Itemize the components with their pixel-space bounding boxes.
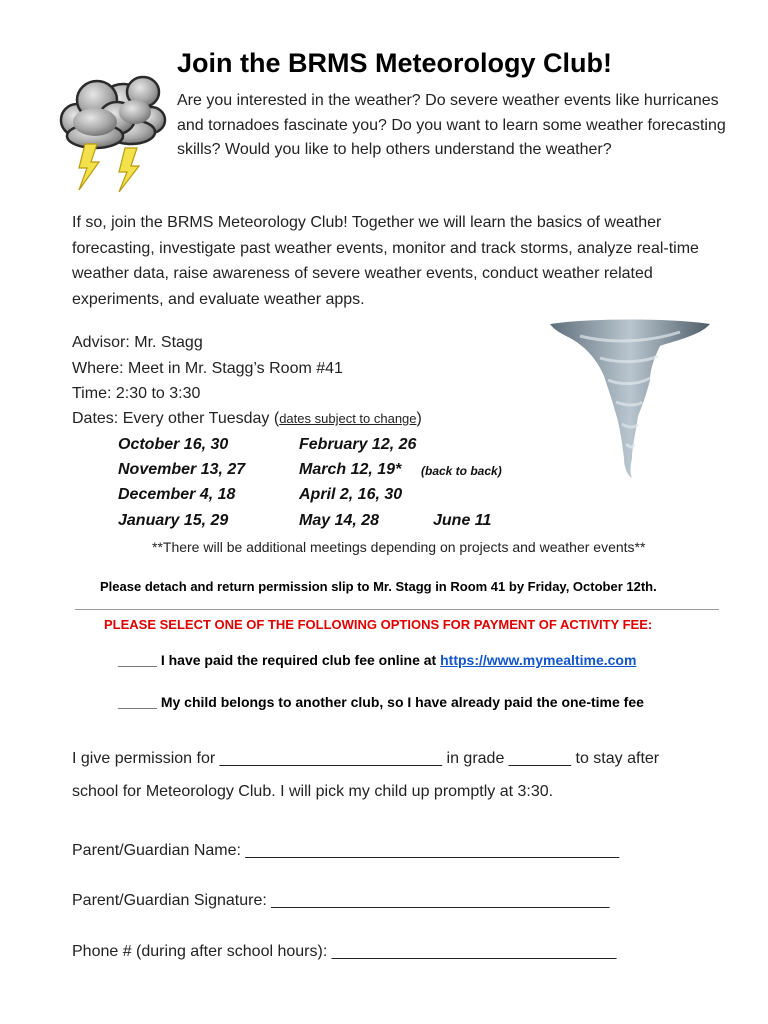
- date-april: April 2, 16, 30: [299, 486, 403, 503]
- payment-heading: PLEASE SELECT ONE OF THE FOLLOWING OPTIONS FOR PAYMENT OF ACTIVITY FEE:: [104, 617, 653, 632]
- date-november: November 13, 27: [118, 461, 246, 478]
- payment-option-online: [118, 652, 636, 668]
- guardian-name-field: Parent/Guardian Name: __________________________________________: [72, 842, 620, 859]
- detach-divider: [75, 609, 719, 610]
- advisor-line: Advisor: Mr. Stagg: [72, 334, 203, 351]
- date-may: May 14, 28: [299, 512, 380, 529]
- tornado-icon: [550, 318, 710, 480]
- additional-meetings-note: **There will be additional meetings depending on projects and weather events**: [152, 539, 646, 555]
- phone-field: Phone # (during after school hours): ________________________________: [72, 943, 617, 960]
- permission-line-2: school for Meteorology Club. I will pick my child up promptly at 3:30.: [72, 783, 554, 800]
- dates-label: Dates: Every other Tuesday (: [72, 410, 280, 427]
- location-line: Where: Meet in Mr. Stagg’s Room #41: [72, 360, 343, 377]
- page-title: Join the BRMS Meteorology Club!: [177, 48, 612, 78]
- detach-instructions: Please detach and return permission slip to Mr. Stagg in Room 41 by Friday, October 12th.: [100, 579, 657, 594]
- payment-option-other-club: _____ My child belongs to another club, so I have already paid the one-time fee: [118, 694, 644, 710]
- time-line: Time: 2:30 to 3:30: [72, 385, 201, 402]
- date-june: June 11: [433, 512, 492, 529]
- permission-line-1: I give permission for _________________________ in grade _______ to stay after: [72, 750, 660, 767]
- date-february: February 12, 26: [299, 436, 417, 453]
- date-march: March 12, 19*: [299, 461, 402, 478]
- date-december: December 4, 18: [118, 486, 236, 503]
- dates-line: [72, 410, 422, 428]
- dates-close: ): [416, 410, 422, 427]
- description-paragraph: If so, join the BRMS Meteorology Club! Together we will learn the basics of weather forecasting, investigate past weather events, monitor and track storms, analyze real-time weather data, raise awareness of severe weather events, conduct weather related experiments, and evaluate weather apps.: [72, 214, 699, 308]
- back-to-back-note: (back to back): [421, 464, 502, 478]
- mymealtime-link[interactable]: https://www.mymealtime.com: [440, 652, 637, 668]
- intro-paragraph: Are you interested in the weather? Do severe weather events like hurricanes and tornadoes fascinate you? Do you want to learn some weather forecasting skills? Would you like to help others understand the weather?: [177, 92, 726, 158]
- guardian-signature-field: Parent/Guardian Signature: ______________________________________: [72, 892, 610, 909]
- storm-clouds-lightning-icon: [55, 62, 170, 192]
- payment-option-online-text: _____ I have paid the required club fee online at: [118, 652, 441, 668]
- dates-subject-note: dates subject to change: [279, 411, 417, 426]
- date-january: January 15, 29: [118, 512, 229, 529]
- date-october: October 16, 30: [118, 436, 229, 453]
